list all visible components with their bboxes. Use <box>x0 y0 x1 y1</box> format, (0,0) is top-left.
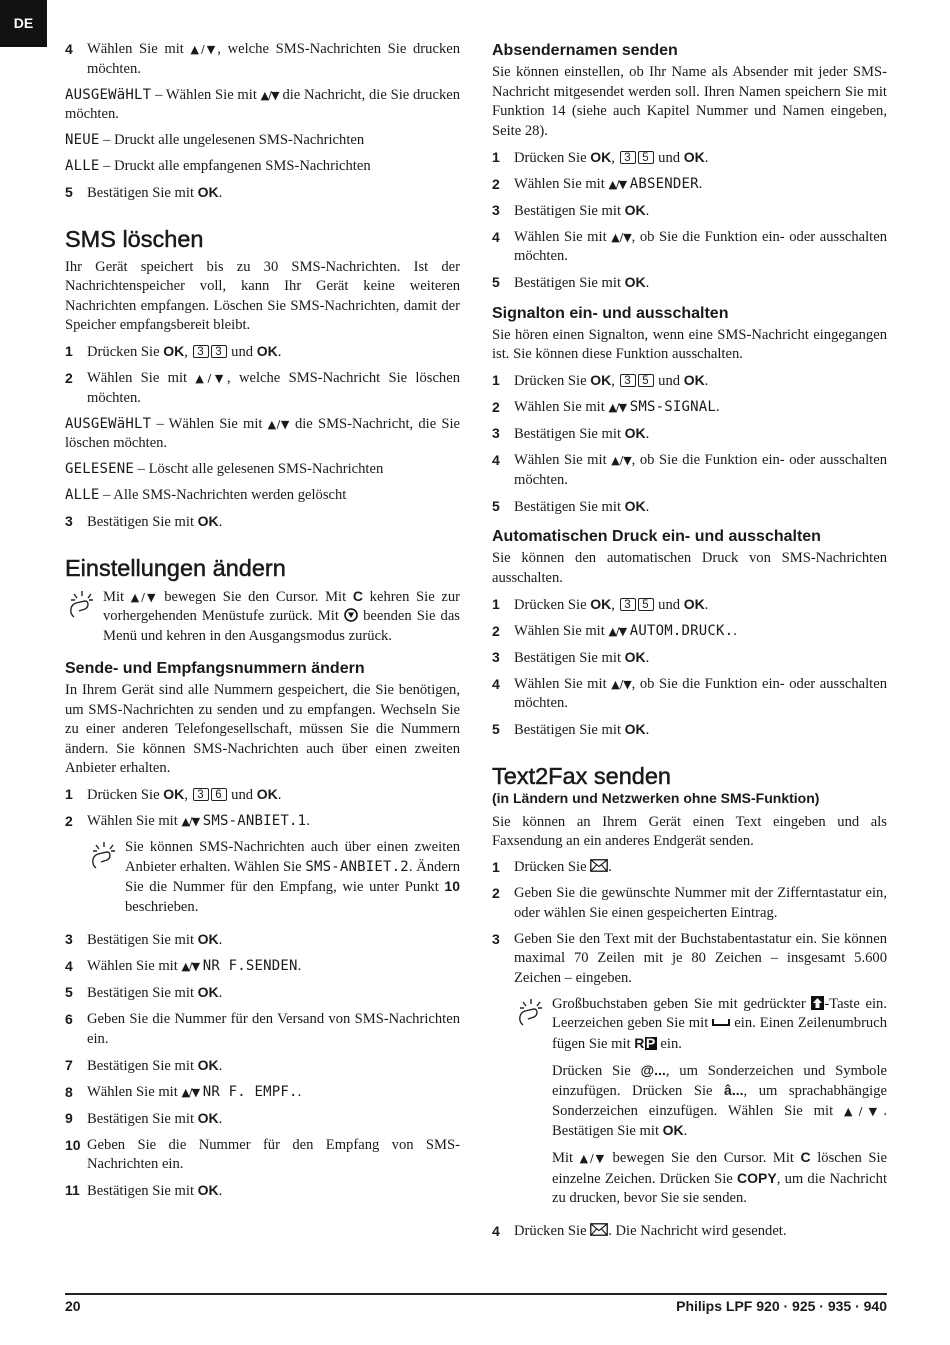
step-text: und <box>227 344 257 360</box>
up-down-arrow-icon: ▲/▼ <box>608 401 627 414</box>
key-3-icon: 3 <box>211 345 227 358</box>
step-number: 2 <box>65 813 73 829</box>
ok-key-label: OK <box>197 184 219 200</box>
step-number: 5 <box>492 497 500 514</box>
number-step-6 <box>65 1010 460 1049</box>
punct: . <box>645 202 650 219</box>
stop-key-icon <box>344 608 358 624</box>
number-step-7 <box>65 1056 460 1077</box>
ok-key-label: OK <box>197 1109 219 1126</box>
ok-key-label: OK <box>163 343 185 359</box>
punct: . <box>218 932 223 948</box>
punct: . <box>218 1110 223 1127</box>
up-down-arrow-icon: ▲/▼ <box>181 960 200 973</box>
signal-step-4 <box>492 451 887 490</box>
punct: . <box>277 787 282 803</box>
tip-text: -Taste ein. Leerzeichen geben Sie mit <box>552 995 887 1031</box>
number-step-1: 1 Drücken Sie OK, 3 6 und OK. <box>65 785 460 806</box>
product-name: Philips LPF 920 · 925 · 935 · 940 <box>676 1298 887 1314</box>
step-text: Geben Sie die gewünschte Nummer mit der Zifferntastatur ein, oder wählen Sie einen gespeicherten Eintrag. <box>514 885 887 921</box>
paragraph-sende: In Ihrem Gerät sind alle Nummern gespeichert, die Sie benötigen, um SMS-Nachrichten zu senden und zu empfangen. Wechseln Sie zu einer anderen Telefongesellschaft, müssen Sie die Nummern ändern. Sie können SMS-Nachrichten auch über einen zweiten Anbieter erhalten. <box>65 682 460 776</box>
step-text: Bestätigen Sie mit <box>514 275 625 291</box>
tip-text: , um sprachabhängige Sonderzeichen einzufügen. Wählen Sie mit <box>552 1083 887 1119</box>
punct: . <box>297 1083 302 1100</box>
punct: . <box>716 399 720 415</box>
ok-key-label: OK <box>624 201 646 218</box>
ok-key-label: OK <box>590 595 612 612</box>
envelope-icon <box>590 1223 608 1239</box>
option-text: die SMS-Nachricht, die Sie löschen möchten. <box>65 415 461 451</box>
step-5-confirm <box>65 183 460 204</box>
fax-step-3 <box>492 930 887 989</box>
ok-key-label: OK <box>683 595 705 612</box>
step-number: 5 <box>492 274 500 290</box>
key-5-icon: 5 <box>638 374 654 387</box>
tip-second-provider <box>65 838 460 924</box>
subheading-text2fax: (in Ländern und Netzwerken ohne SMS-Funktion) <box>492 789 820 806</box>
tip-text: ein. <box>656 1035 682 1052</box>
heading-sende-empfangsnummern: Sende- und Empfangsnummern ändern <box>65 660 365 677</box>
fax-step-2 <box>492 884 887 923</box>
step-text: und <box>654 596 684 613</box>
tip-text: . Ändern Sie die Nummer für den Empfang, wie unter Punkt <box>125 858 460 895</box>
punct: . <box>733 622 737 639</box>
step-number: 1 <box>65 343 73 359</box>
punct: . <box>218 514 223 530</box>
step-number: 3 <box>492 425 500 441</box>
language-tab <box>0 0 47 47</box>
envelope-icon <box>590 859 608 875</box>
option-text: – Alle SMS-Nachrichten werden gelöscht <box>99 487 347 503</box>
heading-signalton: Signalton ein- und ausschalten <box>492 304 729 322</box>
symbol-key-label: @... <box>640 1061 666 1078</box>
punct: . <box>698 175 703 192</box>
up-down-arrow-icon: ▲/▼ <box>267 417 290 431</box>
key-6-icon: 6 <box>211 788 227 801</box>
step-text: Drücken Sie <box>514 859 591 875</box>
option-ausgewaehlt-delete <box>65 415 460 454</box>
step-text: Bestätigen Sie mit <box>514 202 625 219</box>
heading-automatischer-druck: Automatischen Druck ein- und ausschalten <box>492 528 821 545</box>
step-text: Geben Sie die Nummer für den Empfang von SMS-Nachrichten ein. <box>87 1136 460 1172</box>
ok-key-label: OK <box>163 786 185 802</box>
ok-key-label: OK <box>197 1182 219 1198</box>
step-number: 7 <box>65 1056 73 1073</box>
language-label: DE <box>13 15 34 31</box>
ok-key-label: OK <box>662 1122 684 1138</box>
number-step-3 <box>65 930 460 951</box>
option-alle-print <box>65 157 460 177</box>
tip-text: Großbuchstaben geben Sie mit gedrückter <box>552 995 812 1012</box>
punct: . <box>704 596 709 613</box>
step-number: 4 <box>65 958 73 974</box>
tip-text-input <box>492 995 887 1216</box>
step-number: 1 <box>65 786 73 802</box>
paragraph-sms-loeschen: Ihr Gerät speichert bis zu 30 SMS-Nachrichten. Ist der Nachrichtenspeicher voll, kann Ihr Gerät keine weiteren Nachrichten empfangen. Löschen Sie SMS-Nachrichten, damit der Speicher empfangsbereit bleibt. <box>65 258 460 333</box>
step-text: Bestätigen Sie mit <box>87 1183 198 1199</box>
up-down-arrow-icon: ▲/▼ <box>611 454 632 467</box>
step-text: Bestätigen Sie mit <box>514 498 625 515</box>
step-number: 2 <box>65 370 73 386</box>
signal-step-5 <box>492 497 887 518</box>
sender-step-5 <box>492 273 887 294</box>
step-text: Drücken Sie <box>514 596 591 613</box>
display-code: NR F.SENDEN <box>202 958 298 974</box>
key-5-icon: 5 <box>638 151 654 164</box>
option-text: – Wählen Sie mit <box>151 86 261 103</box>
step-reference: 10 <box>444 878 460 894</box>
sender-step-3 <box>492 201 887 222</box>
tip-text: , um die Nachricht zu drucken, bevor Sie sie senden. <box>552 1170 888 1206</box>
step-number: 2 <box>492 622 500 639</box>
space-key-icon <box>712 1015 730 1031</box>
display-code: NR F. EMPF. <box>202 1083 298 1100</box>
punct: . <box>704 149 709 166</box>
tip-text: löschen Sie einzelne Zeichen. Drücken Sie <box>552 1150 888 1187</box>
sender-step-1: 1 Drücken Sie OK, 3 5 und OK. <box>492 148 887 169</box>
option-gelesene <box>65 460 460 480</box>
step-number: 2 <box>492 175 500 192</box>
footer-rule <box>65 1293 887 1295</box>
up-down-arrow-icon: ▲/▼ <box>579 1152 606 1165</box>
step-text: Bestätigen Sie mit <box>514 649 625 666</box>
step-text: Wählen Sie mit <box>87 1083 182 1100</box>
tip-text: , um Sonderzeichen und Symbole einzufügen. Drücken Sie <box>552 1062 887 1099</box>
punct: . <box>683 1123 688 1139</box>
return-key-label: RP <box>634 1034 656 1051</box>
step-number: 4 <box>492 1222 500 1239</box>
lightbulb-tip-icon <box>87 838 125 924</box>
number-step-9 <box>65 1109 460 1130</box>
lightbulb-tip-icon <box>514 995 552 1216</box>
key-3-icon: 3 <box>193 345 209 358</box>
print-step-2 <box>492 622 887 642</box>
option-text: – Druckt alle ungelesenen SMS-Nachrichten <box>99 132 365 148</box>
tip-text: beschrieben. <box>125 898 199 915</box>
ok-key-label: OK <box>624 648 646 665</box>
key-3-icon: 3 <box>193 788 209 801</box>
display-code: NEUE <box>65 132 100 148</box>
display-code: AUTOM.DRUCK. <box>629 622 734 639</box>
step-number: 5 <box>492 721 500 737</box>
display-code: AUSGEWäHLT <box>65 86 152 103</box>
paragraph-absender: Sie können einstellen, ob Ihr Name als Absender mit jeder SMS-Nachricht mitgesendet werden soll. Ihren Namen speichern Sie mit Funktion 14 (siehe auch Kapitel Nummer und Namen eingeben, Seite 28). <box>492 64 887 139</box>
option-text: – Druckt alle empfangenen SMS-Nachrichten <box>99 158 371 174</box>
up-down-arrow-icon: ▲/▼ <box>260 88 279 102</box>
tip-text: bewegen Sie den Cursor. Mit <box>157 588 353 605</box>
punct: . <box>645 426 650 442</box>
paragraph-druck: Sie können den automatischen Druck von SMS-Nachrichten ausschalten. <box>492 550 887 586</box>
step-text: und <box>654 373 684 389</box>
key-5-icon: 5 <box>638 598 654 611</box>
ok-key-label: OK <box>197 984 219 1000</box>
step-number: 3 <box>65 513 73 529</box>
number-step-8 <box>65 1083 460 1103</box>
step-number: 3 <box>492 648 500 665</box>
display-code: SMS-SIGNAL <box>629 399 717 415</box>
step-text: und <box>654 149 684 166</box>
step-text: Wählen Sie mit <box>87 41 191 57</box>
tip-text: Sie können SMS-Nachrichten auch über einen zweiten Anbieter erhalten. Wählen Sie <box>125 839 460 875</box>
ok-key-label: OK <box>590 372 612 388</box>
step-number: 2 <box>492 885 500 901</box>
tip-text: beenden Sie das Menü und kehren in den Ausgangsmodus zurück. <box>103 608 460 644</box>
option-ausgewaehlt-print <box>65 86 460 125</box>
number-step-4 <box>65 957 460 977</box>
up-down-arrow-icon: ▲/▼ <box>608 624 627 638</box>
display-code: GELESENE <box>65 461 135 477</box>
fax-step-4 <box>492 1222 887 1242</box>
punct: . <box>645 498 650 515</box>
number-step-10 <box>65 1136 460 1175</box>
punct: . <box>645 722 650 738</box>
step-number: 1 <box>492 372 500 388</box>
display-code: ALLE <box>65 158 100 174</box>
tip-text: bewegen Sie den Cursor. Mit <box>605 1150 801 1166</box>
step-text: Bestätigen Sie mit <box>514 426 625 442</box>
paragraph-signal: Sie hören einen Signalton, wenn eine SMS-Nachricht eingegangen ist. Sie können diese Funktion ausschalten. <box>492 326 887 362</box>
signal-step-1: 1 Drücken Sie OK, 3 5 und OK. <box>492 371 887 392</box>
step-text: Bestätigen Sie mit <box>87 185 198 201</box>
heading-einstellungen: Einstellungen ändern <box>65 554 286 581</box>
ok-key-label: OK <box>624 497 646 514</box>
ok-key-label: OK <box>624 721 646 737</box>
punct: . <box>277 344 282 360</box>
up-down-arrow-icon: ▲/▼ <box>190 43 218 56</box>
punct: . <box>645 649 650 666</box>
step-number: 3 <box>492 930 500 947</box>
step-text: Drücken Sie <box>87 787 164 803</box>
option-text: – Wählen Sie mit <box>151 415 268 432</box>
up-down-arrow-icon: ▲/▼ <box>181 1085 200 1099</box>
ok-key-label: OK <box>256 343 278 359</box>
step-text: Bestätigen Sie mit <box>87 985 198 1001</box>
step-number: 1 <box>492 595 500 612</box>
delete-step-2 <box>65 369 460 408</box>
step-text: Wählen Sie mit <box>87 958 182 974</box>
step-number: 11 <box>65 1182 80 1198</box>
ok-key-label: OK <box>683 372 705 388</box>
ok-key-label: OK <box>590 148 612 165</box>
step-text: Bestätigen Sie mit <box>87 932 198 948</box>
punct: . <box>218 1183 223 1199</box>
left-column <box>65 40 460 1208</box>
punct: . <box>297 958 302 974</box>
step-4-print-select <box>65 40 460 79</box>
tip-text: . Bestätigen Sie mit <box>552 1102 887 1139</box>
punct: . <box>608 859 612 875</box>
step-number: 5 <box>65 984 73 1000</box>
step-number: 3 <box>65 931 73 947</box>
number-step-5 <box>65 983 460 1004</box>
option-neue <box>65 131 460 151</box>
step-number: 5 <box>65 184 73 200</box>
punct: . <box>218 185 223 201</box>
page-number: 20 <box>65 1298 81 1314</box>
punct: . <box>218 985 223 1001</box>
step-number: 4 <box>65 41 73 57</box>
step-text: Wählen Sie mit <box>514 175 609 192</box>
step-text: Wählen Sie mit <box>514 399 609 415</box>
up-down-arrow-icon: ▲/▼ <box>608 177 627 191</box>
step-text: und <box>227 787 257 803</box>
step-number: 1 <box>492 859 500 875</box>
key-3-icon: 3 <box>620 374 636 387</box>
signal-step-3 <box>492 424 887 445</box>
step-number: 10 <box>65 1136 81 1153</box>
step-text: Wählen Sie mit <box>87 813 182 829</box>
copy-key-label: COPY <box>737 1169 777 1186</box>
option-text: die Nachricht, die Sie drucken möchten. <box>65 86 461 122</box>
display-code: ALLE <box>65 487 100 503</box>
step-number: 3 <box>492 201 500 218</box>
step-text: Bestätigen Sie mit <box>87 514 198 530</box>
step-text: Bestätigen Sie mit <box>514 722 625 738</box>
display-code: SMS-ANBIET.2 <box>305 858 409 875</box>
tip-text: kehren Sie zur vorhergehenden Menüstufe zurück. Mit <box>103 588 461 624</box>
right-column <box>492 40 887 1248</box>
step-number: 4 <box>492 452 500 468</box>
punct: . <box>218 1057 223 1074</box>
number-step-2 <box>65 812 460 832</box>
heading-text2fax: Text2Fax senden <box>492 762 671 789</box>
tip-cursor <box>65 587 460 653</box>
delete-step-3 <box>65 512 460 533</box>
step-number: 8 <box>65 1083 73 1100</box>
step-text: Wählen Sie mit <box>514 622 609 639</box>
step-number: 4 <box>492 675 500 692</box>
display-code: SMS-ANBIET.1 <box>202 813 307 829</box>
punct: . <box>704 373 709 389</box>
ok-key-label: OK <box>197 513 219 529</box>
fax-step-1 <box>492 858 887 878</box>
option-alle-delete <box>65 486 460 506</box>
step-number: 2 <box>492 399 500 415</box>
step-number: 9 <box>65 1109 73 1126</box>
display-code: AUSGEWäHLT <box>65 415 152 432</box>
c-key-label: C <box>800 1149 811 1165</box>
step-text: , ob Sie die Funktion ein- oder ausschalten möchten. <box>514 452 888 488</box>
step-number: 4 <box>492 228 500 245</box>
step-text: Drücken Sie <box>514 149 591 166</box>
sender-step-2 <box>492 175 887 195</box>
ok-key-label: OK <box>256 786 278 802</box>
step-text: Geben Sie die Nummer für den Versand von SMS-Nachrichten ein. <box>87 1011 460 1047</box>
heading-sms-loeschen: SMS löschen <box>65 225 204 252</box>
step-text: , welche SMS-Nachrichten Sie drucken möchten. <box>87 41 461 77</box>
tip-text: Mit <box>552 1150 580 1166</box>
tip-text: Mit <box>103 588 131 605</box>
step-text: , ob Sie die Funktion ein- oder ausschalten möchten. <box>514 228 888 264</box>
step-text: Wählen Sie mit <box>87 370 196 386</box>
step-text: Drücken Sie <box>87 344 164 360</box>
ok-key-label: OK <box>197 931 219 947</box>
step-text: Wählen Sie mit <box>514 228 612 245</box>
step-text: Drücken Sie <box>514 373 591 389</box>
step-text: Bestätigen Sie mit <box>87 1057 198 1074</box>
up-down-arrow-icon: ▲/▼ <box>844 1104 884 1118</box>
up-down-arrow-icon: ▲/▼ <box>611 230 632 244</box>
heading-absendernamen: Absendernamen senden <box>492 42 678 59</box>
step-text: , welche SMS-Nachricht Sie löschen möchten. <box>87 370 461 406</box>
step-number: 6 <box>65 1011 73 1027</box>
step-text: , ob Sie die Funktion ein- oder ausschalten möchten. <box>514 675 888 711</box>
punct: . <box>645 275 650 291</box>
step-text: Drücken Sie <box>514 1222 591 1239</box>
signal-step-2 <box>492 398 887 418</box>
print-step-1: 1 Drücken Sie OK, 3 5 und OK. <box>492 595 887 616</box>
step-number: 1 <box>492 148 500 165</box>
tip-text: ein. Einen Zeilenumbruch fügen Sie mit <box>552 1015 887 1052</box>
sender-step-4 <box>492 228 887 267</box>
c-key-label: C <box>352 587 363 604</box>
accent-key-label: â... <box>724 1082 744 1098</box>
key-3-icon: 3 <box>620 151 636 164</box>
ok-key-label: OK <box>624 274 646 290</box>
ok-key-label: OK <box>683 148 705 165</box>
print-step-4 <box>492 675 887 714</box>
display-code: ABSENDER <box>629 175 699 192</box>
up-down-arrow-icon: ▲/▼ <box>181 815 200 828</box>
paragraph-text2fax: Sie können an Ihrem Gerät einen Text eingeben und als Faxsendung an ein anderes Endgerät senden. <box>492 813 887 849</box>
print-step-3 <box>492 648 887 669</box>
step-text: . Die Nachricht wird gesendet. <box>608 1222 787 1239</box>
step-text: Geben Sie den Text mit der Buchstabentastatur ein. Sie können maximal 70 Zeilen mit je 80 Zeichen – insgesamt 5.600 Zeichen – eingeben. <box>514 930 887 986</box>
delete-step-1: 1 Drücken Sie OK, 3 3 und OK. <box>65 342 460 363</box>
print-step-5 <box>492 720 887 741</box>
ok-key-label: OK <box>624 425 646 441</box>
shift-key-icon <box>811 996 824 1012</box>
step-text: Wählen Sie mit <box>514 452 612 468</box>
tip-text: Drücken Sie <box>552 1062 641 1079</box>
step-text: Bestätigen Sie mit <box>87 1110 198 1127</box>
punct: . <box>306 813 310 829</box>
step-text: Wählen Sie mit <box>514 675 612 692</box>
up-down-arrow-icon: ▲/▼ <box>611 677 632 691</box>
up-down-arrow-icon: ▲/▼ <box>195 372 227 385</box>
number-step-11 <box>65 1181 460 1202</box>
option-text: – Löscht alle gelesenen SMS-Nachrichten <box>134 461 384 477</box>
lightbulb-tip-icon <box>65 587 103 653</box>
ok-key-label: OK <box>197 1056 219 1073</box>
up-down-arrow-icon: ▲/▼ <box>130 590 158 604</box>
key-3-icon: 3 <box>620 598 636 611</box>
